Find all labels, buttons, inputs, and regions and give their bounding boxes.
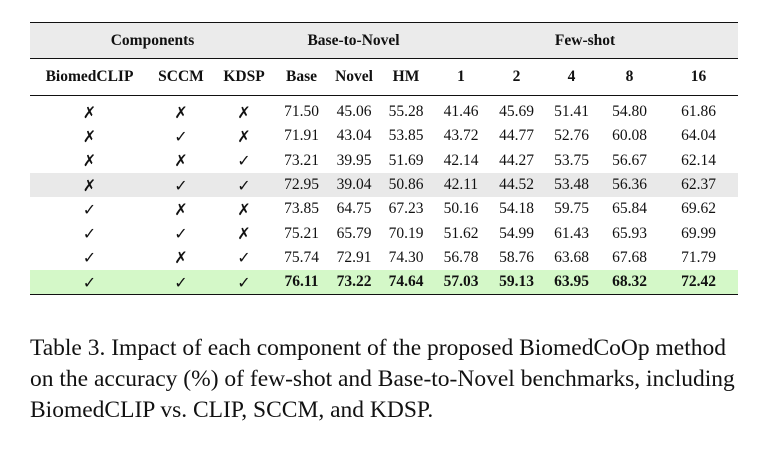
value-cell: 42.11 (432, 173, 490, 197)
component-mark-cell: ✓ (237, 248, 251, 268)
value-cell: 53.48 (543, 173, 600, 197)
component-mark-cell: ✓ (30, 270, 149, 295)
component-mark-cell: ✓ (174, 224, 188, 244)
value-cell: 42.14 (443, 151, 479, 169)
value-cell: 45.69 (499, 103, 534, 121)
value-cell: 52.76 (554, 127, 589, 145)
component-mark-cell: ✗ (82, 102, 97, 122)
value-cell: 69.99 (681, 224, 716, 242)
component-mark-cell: ✓ (149, 173, 213, 197)
value-cell: 63.95 (543, 270, 600, 295)
value-cell: 54.18 (499, 200, 534, 218)
value-cell: 62.14 (681, 151, 716, 169)
value-cell: 44.27 (499, 151, 534, 169)
column-header: 8 (600, 59, 659, 96)
value-cell: 72.91 (336, 248, 372, 266)
table-row (30, 197, 738, 221)
value-cell: 76.11 (275, 270, 328, 295)
component-mark-cell: ✗ (30, 173, 149, 197)
value-cell: 61.43 (554, 224, 589, 242)
value-cell: 75.74 (284, 248, 319, 266)
value-cell: 54.99 (499, 224, 534, 242)
value-cell: 53.85 (388, 127, 424, 145)
component-mark-cell: ✓ (82, 224, 97, 244)
value-cell: 53.75 (554, 151, 589, 169)
value-cell: 51.41 (554, 103, 589, 121)
results-table-container (30, 22, 738, 295)
value-cell: 71.50 (284, 103, 319, 121)
column-header: 16 (659, 59, 738, 96)
value-cell: 43.72 (443, 127, 479, 145)
ablation-table (30, 22, 738, 295)
value-cell: 62.37 (659, 173, 738, 197)
value-cell: 70.19 (388, 224, 424, 242)
value-cell: 72.95 (275, 173, 328, 197)
value-cell: 59.13 (490, 270, 543, 295)
value-cell: 64.04 (681, 127, 716, 145)
value-cell: 61.86 (681, 103, 716, 121)
table-row (30, 246, 738, 270)
value-cell: 74.30 (388, 248, 424, 266)
value-cell: 72.42 (659, 270, 738, 295)
value-cell: 54.80 (612, 103, 647, 121)
table-row (30, 96, 738, 125)
table-body (30, 96, 738, 295)
column-header: KDSP (213, 59, 275, 96)
component-mark-cell: ✓ (149, 270, 213, 295)
component-mark-cell: ✗ (237, 199, 251, 219)
value-cell: 67.68 (612, 248, 647, 266)
component-mark-cell: ✗ (82, 126, 97, 146)
value-cell: 56.67 (612, 151, 647, 169)
value-cell: 55.28 (388, 103, 424, 121)
component-mark-cell: ✓ (174, 126, 188, 146)
group-header-components: Components (30, 23, 275, 59)
table-caption: Table 3. Impact of each component of the proposed BiomedCoOp method on the accuracy (%) of few-shot and Base-to-Novel benchmarks, including BiomedCLIP vs. CLIP, SCCM, and KDSP. (30, 335, 735, 423)
component-mark-cell: ✓ (82, 248, 97, 268)
component-mark-cell: ✓ (213, 270, 275, 295)
value-cell: 67.23 (388, 200, 424, 218)
component-mark-cell: ✗ (237, 102, 251, 122)
value-cell: 73.21 (284, 151, 319, 169)
value-cell: 69.62 (681, 200, 716, 218)
column-header: Novel (328, 59, 380, 96)
value-cell: 44.52 (490, 173, 543, 197)
value-cell: 57.03 (432, 270, 490, 295)
column-header: 1 (432, 59, 490, 96)
value-cell: 73.85 (284, 200, 319, 218)
column-header: HM (380, 59, 432, 96)
value-cell: 68.32 (600, 270, 659, 295)
group-header-base-to-novel: Base-to-Novel (275, 23, 432, 59)
component-mark-cell: ✗ (174, 199, 188, 219)
value-cell: 63.68 (554, 248, 589, 266)
value-cell: 71.79 (681, 248, 716, 266)
column-header: SCCM (149, 59, 213, 96)
value-cell: 65.84 (612, 200, 647, 218)
group-header-row (30, 23, 738, 59)
value-cell: 56.36 (600, 173, 659, 197)
value-cell: 41.46 (443, 103, 479, 121)
value-cell: 75.21 (284, 224, 319, 242)
table-row (30, 221, 738, 245)
table-row (30, 124, 738, 148)
value-cell: 43.04 (336, 127, 372, 145)
column-header-row (30, 59, 738, 96)
component-mark-cell: ✗ (82, 151, 97, 171)
component-mark-cell: ✗ (174, 102, 188, 122)
component-mark-cell: ✓ (213, 173, 275, 197)
table-row (30, 173, 738, 197)
component-mark-cell: ✗ (237, 126, 251, 146)
column-header: Base (275, 59, 328, 96)
value-cell: 39.04 (328, 173, 380, 197)
value-cell: 64.75 (336, 200, 372, 218)
column-header: 4 (543, 59, 600, 96)
component-mark-cell: ✗ (237, 224, 251, 244)
table-row (30, 149, 738, 173)
value-cell: 56.78 (443, 248, 479, 266)
column-header: BiomedCLIP (30, 59, 149, 96)
group-header-few-shot: Few-shot (432, 23, 738, 59)
value-cell: 60.08 (612, 127, 647, 145)
table-row (30, 270, 738, 295)
column-header: 2 (490, 59, 543, 96)
component-mark-cell: ✓ (237, 151, 251, 171)
value-cell: 59.75 (554, 200, 589, 218)
value-cell: 71.91 (284, 127, 319, 145)
value-cell: 51.69 (388, 151, 424, 169)
value-cell: 51.62 (443, 224, 479, 242)
component-mark-cell: ✗ (174, 151, 188, 171)
value-cell: 50.86 (380, 173, 432, 197)
value-cell: 58.76 (499, 248, 534, 266)
value-cell: 44.77 (499, 127, 534, 145)
component-mark-cell: ✗ (174, 248, 188, 268)
value-cell: 73.22 (328, 270, 380, 295)
value-cell: 50.16 (443, 200, 479, 218)
value-cell: 65.79 (336, 224, 372, 242)
component-mark-cell: ✓ (82, 199, 97, 219)
value-cell: 74.64 (380, 270, 432, 295)
value-cell: 65.93 (612, 224, 647, 242)
value-cell: 39.95 (336, 151, 372, 169)
value-cell: 45.06 (336, 103, 372, 121)
